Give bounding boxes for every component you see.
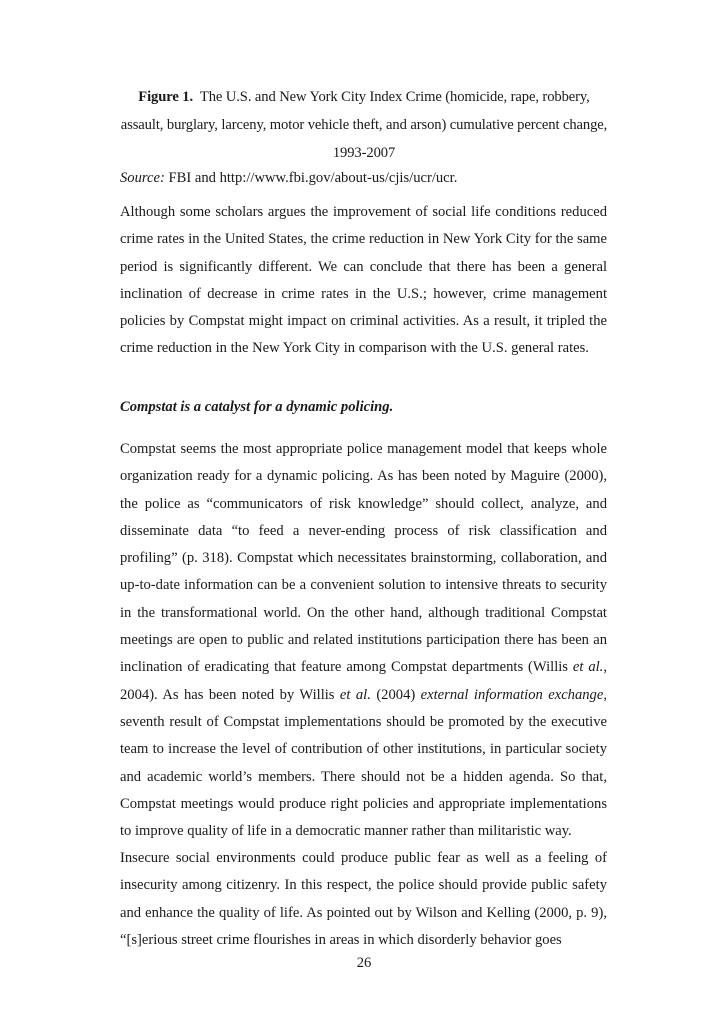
paragraph-2-part-b: , 2004). As has been noted by Willis — [120, 659, 607, 703]
figure-caption-text: The U.S. and New York City Index Crime (homicide, rape, robbery, assault, burglary, larceny, motor vehicle theft, and arson) cumulative percent change, 1993-2007 — [120, 89, 608, 161]
figure-label: Figure 1. — [138, 89, 194, 105]
page-number: 26 — [356, 955, 372, 971]
paragraph-2-part-d: , seventh result of Compstat implementations should be promoted by the executive team to increase the level of contribution of other institutions, in particular society and academic world’s members. There should not be a hidden agenda. So that, Compstat meetings would produce right policies and appropriate implementations to improve quality of life in a democratic manner rather than militaristic way. — [120, 686, 607, 840]
paragraph-1: Although some scholars argues the improvement of social life conditions reduced crime rates in the United States, the crime reduction in New York City for the same period is significantly different. We can conclude that there has been a general inclination of decrease in crime rates in the U.S.; however, crime management policies by Compstat might impact on criminal activities. As a result, it tripled the crime reduction in the New York City in comparison with the U.S. general rates. — [120, 204, 607, 357]
paragraph-2 — [120, 436, 607, 845]
source-text: FBI and http://www.fbi.gov/about-us/cjis/ucr/ucr. — [168, 170, 458, 186]
paragraph-2-italic-a: et al. — [572, 659, 604, 676]
source-label: Source: — [120, 170, 165, 186]
paragraph-2-part-a: Compstat seems the most appropriate police management model that keeps whole organization ready for a dynamic policing. As has been noted by Maguire (2000), the police as “communicators of risk knowledge” should collect, analyze, and disseminate data “to feed a never-ending process of risk classification and profiling” (p. 318). Compstat which necessitates brainstorming, collaboration, and up-to-date information can be a convenient solution to intensive threats to security in the transformational world. On the other hand, although traditional Compstat meetings are open to public and related institutions participation there has been an inclination of eradicating that feature among Compstat departments (Willis — [120, 441, 607, 676]
paragraph-2-part-c: (2004) — [370, 686, 421, 703]
figure-caption — [120, 83, 608, 167]
paragraph-3: Insecure social environments could produce public fear as well as a feeling of insecurity among citizenry. In this respect, the police should provide public safety and enhance the quality of life. As pointed out by Wilson and Kelling (2000, p. 9), “[s]erious street crime flourishes in areas in which disorderly behavior goes — [120, 850, 607, 948]
figure-source — [120, 165, 608, 191]
paragraph-2-italic-b: et al. — [339, 686, 371, 703]
paragraph-2-italic-c: external information exchange — [420, 686, 604, 703]
section-heading: Compstat is a catalyst for a dynamic policing. — [120, 399, 394, 415]
